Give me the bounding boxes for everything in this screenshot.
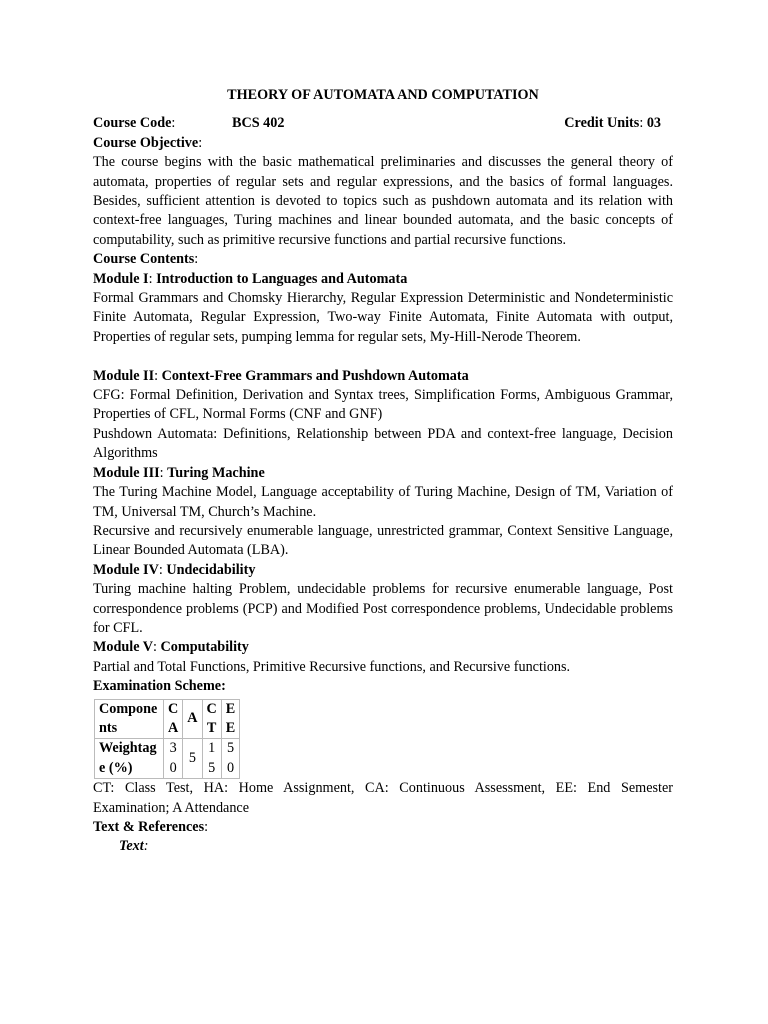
module-5 (93, 638, 673, 677)
table-cell: 30 (164, 739, 183, 779)
course-code-label: Course Code (93, 115, 172, 132)
module-heading: Module I: Introduction to Languages and Automata (93, 270, 408, 287)
module-paragraph: CFG: Formal Definition, Derivation and Syntax trees, Simplification Forms, Ambiguous Grammar, Properties of CFL, Normal Forms (CNF and GNF) (93, 387, 673, 423)
objective-heading: Course Objective: (93, 134, 203, 151)
module-paragraph: The Turing Machine Model, Language acceptability of Turing Machine, Design of TM, Variation of TM, Universal TM, Church’s Machine. (93, 484, 673, 520)
table-cell: Weightage (%) (95, 739, 164, 779)
module-paragraph: Formal Grammars and Chomsky Hierarchy, Regular Expression Deterministic and Nondeterministic Finite Automata, Regular Expression, Two-way Finite Automata, Finite Automata with output, Properties of regular sets, pumping lemma for regular sets, My-Hill-Nerode Theorem. (93, 290, 673, 345)
exam-heading: Examination Scheme: (93, 678, 226, 695)
exam-scheme-table (94, 699, 240, 780)
module-paragraph: Pushdown Automata: Definitions, Relationship between PDA and context-free language, Decision Algorithms (93, 425, 673, 462)
module-heading: Module V: Computability (93, 639, 249, 656)
module-heading: Module II: Context-Free Grammars and Pushdown Automata (93, 367, 469, 384)
document-content (93, 86, 673, 857)
table-cell: CA (164, 699, 183, 739)
module-paragraph: Turing machine halting Problem, undecidable problems for recursive enumerable language, Post correspondence problems (PCP) and Modified Post correspondence problems, Undecidable problems for CFL. (93, 581, 673, 636)
table-row (95, 739, 240, 779)
page-title: THEORY OF AUTOMATA AND COMPUTATION (227, 87, 539, 103)
credit-units: Credit Units: 03 (564, 115, 661, 132)
module-paragraph: Partial and Total Functions, Primitive Recursive functions, and Recursive functions. (93, 658, 571, 675)
text-label: Text: (119, 838, 149, 855)
table-row (95, 699, 240, 739)
module-3 (93, 464, 673, 561)
module-heading: Module IV: Undecidability (93, 561, 256, 578)
table-cell: CT (202, 699, 221, 739)
contents-heading: Course Contents: (93, 251, 199, 268)
table-cell: EE (221, 699, 239, 739)
blank-line (93, 347, 673, 366)
objective-text: The course begins with the basic mathematical preliminaries and discusses the general theory of automata, properties of regular sets and regular expressions, and the basics of formal languages. Besides, sufficient attention is devoted to topics such as pushdown automata and its relation with context-free languages, Turing machines and linear bounded automata, and the basic concepts of computability, such as primitive recursive functions and partial recursive functions. (93, 154, 673, 248)
references-heading: Text & References: (93, 819, 209, 835)
table-cell: 5 (183, 739, 202, 779)
table-cell: 50 (221, 739, 239, 779)
module-1 (93, 270, 673, 348)
credit-units-value: 03 (646, 115, 661, 132)
module-2 (93, 367, 673, 464)
table-cell: A (183, 699, 202, 739)
module-heading: Module III: Turing Machine (93, 464, 265, 481)
course-code-value: BCS 402 (232, 115, 285, 132)
module-4 (93, 561, 673, 639)
credit-units-label: Credit Units (564, 115, 640, 132)
table-cell: Components (95, 699, 164, 739)
table-cell: 15 (202, 739, 221, 779)
module-paragraph: Recursive and recursively enumerable language, unrestricted grammar, Context Sensitive Language, Linear Bounded Automata (LBA). (93, 522, 673, 559)
abbreviations-note: CT: Class Test, HA: Home Assignment, CA: Continuous Assessment, EE: End Semester Examination; A Attendance (93, 780, 673, 816)
course-code-line: Course Code: BCS 402 Credit Units: 03 (93, 114, 673, 133)
